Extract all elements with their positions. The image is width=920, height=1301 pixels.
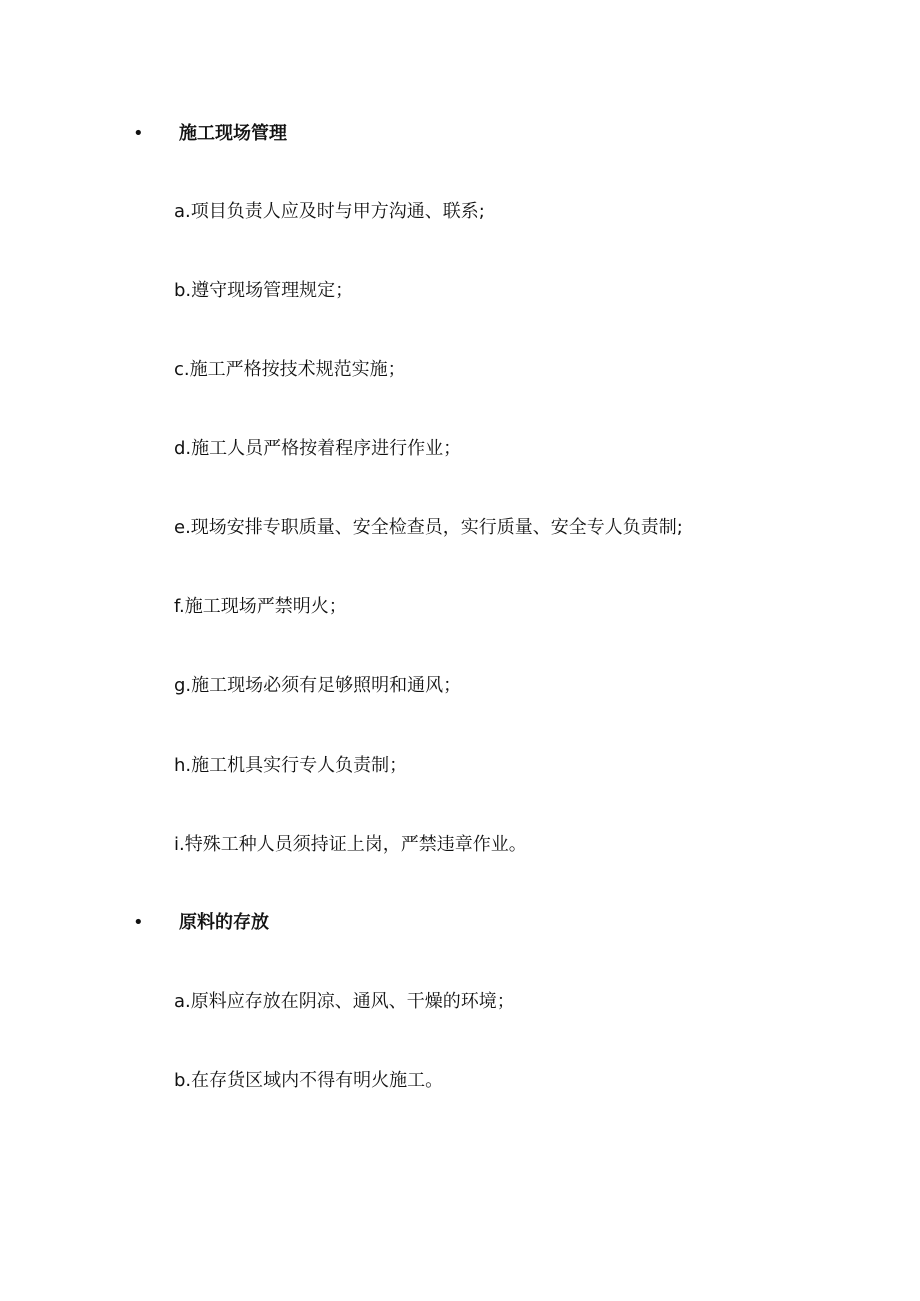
list-item: d.施工人员严格按着程序进行作业； xyxy=(174,438,462,459)
section-heading-site-management xyxy=(0,119,920,149)
list-item: f.施工现场严禁明火； xyxy=(174,596,347,617)
list-item: i.特殊工种人员须持证上岗，严禁违章作业。 xyxy=(174,834,527,855)
list-item: a.项目负责人应及时与甲方沟通、联系; xyxy=(174,201,485,222)
section-title: 施工现场管理 xyxy=(179,123,287,144)
list-item: a.原料应存放在阴凉、通风、干燥的环境； xyxy=(174,991,515,1012)
section-heading-material-storage xyxy=(0,908,920,938)
bullet-icon: • xyxy=(133,123,144,144)
list-item: c.施工严格按技术规范实施； xyxy=(174,359,406,380)
section-title: 原料的存放 xyxy=(179,912,269,933)
list-item: g.施工现场必须有足够照明和通风； xyxy=(174,675,462,696)
list-item: b.遵守现场管理规定； xyxy=(174,280,354,301)
list-item: e.现场安排专职质量、安全检查员，实行质量、安全专人负责制; xyxy=(174,517,683,538)
list-item: h.施工机具实行专人负责制； xyxy=(174,755,408,776)
list-item: b.在存货区域内不得有明火施工。 xyxy=(174,1070,444,1091)
bullet-icon: • xyxy=(133,912,144,933)
